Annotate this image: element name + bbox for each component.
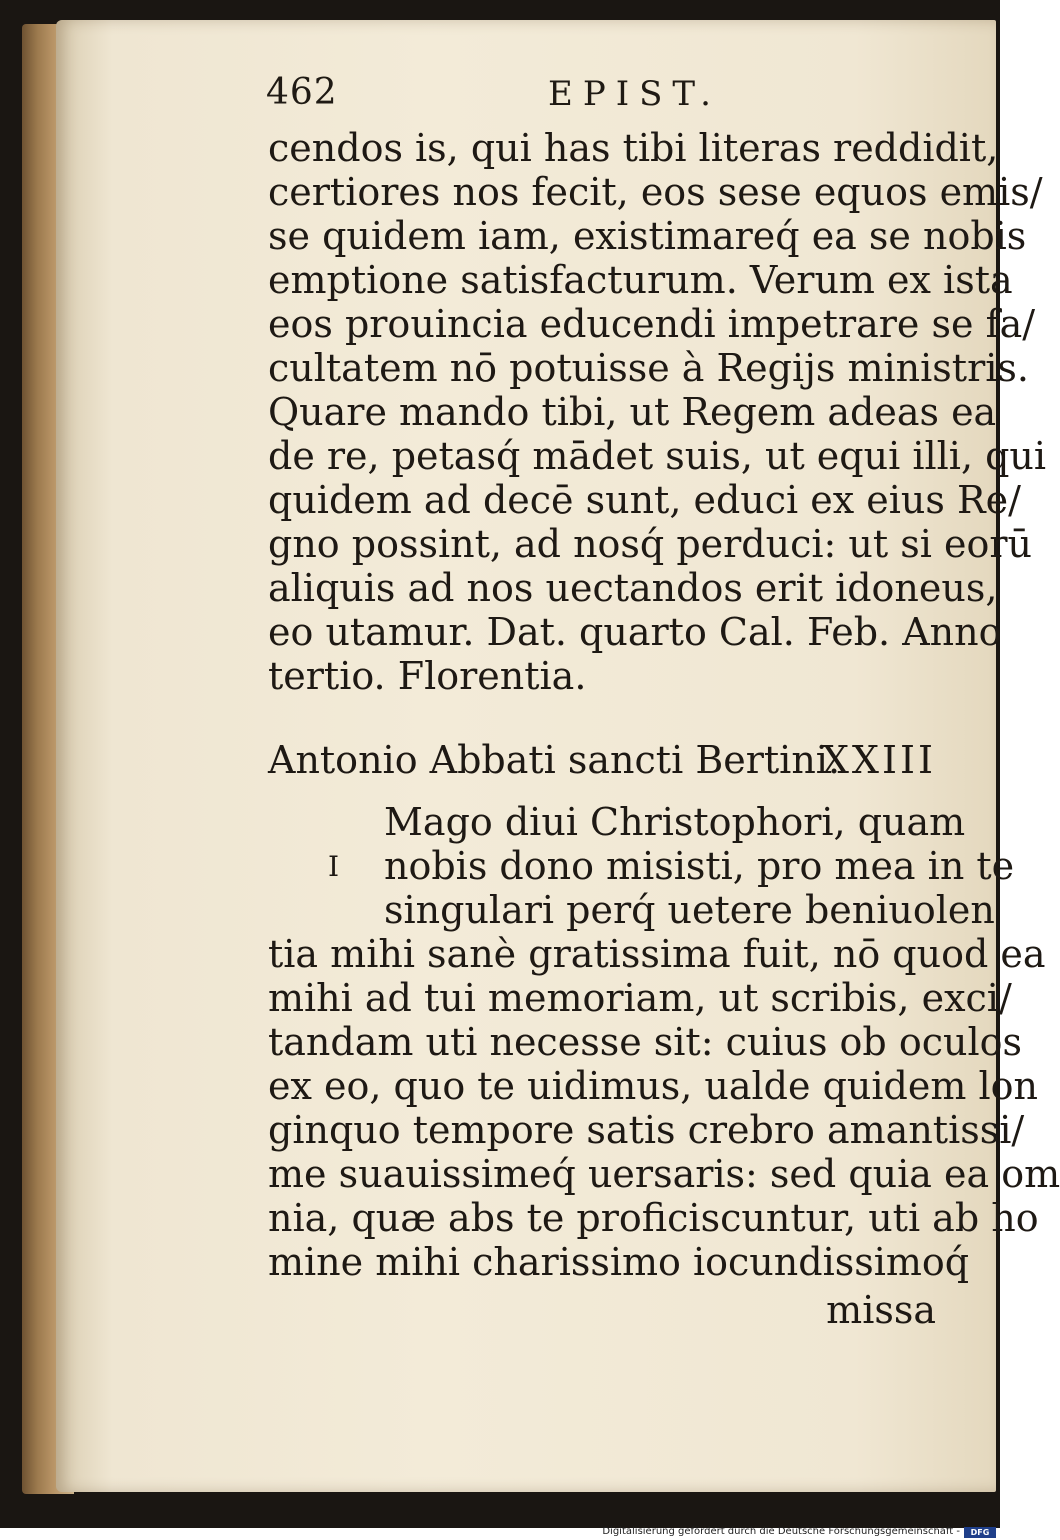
letter-number: XXIII xyxy=(821,738,936,782)
text-line: cendos is, qui has tibi literas reddidit, xyxy=(268,126,999,170)
text-line: mihi ad tui memoriam, ut scribis, exci/ xyxy=(268,976,1012,1020)
text-line: tandam uti necesse sit: cuius ob oculos xyxy=(268,1020,1022,1064)
catchword: missa xyxy=(826,1288,936,1332)
text-line: se quidem iam, existimareq́ ea se nobis xyxy=(268,214,1027,258)
letter-body-text xyxy=(268,932,1060,1284)
text-line: Mago diui Christophori, quam xyxy=(384,800,966,844)
indented-opening-text xyxy=(384,800,1015,932)
page-number: 462 xyxy=(266,72,338,113)
text-line: gno possint, ad nosq́ perduci: ut si eorū xyxy=(268,522,1032,566)
text-line: mine mihi charissimo iocundissimoq́ xyxy=(268,1240,970,1284)
text-line: me suauissimeq́ uersaris: sed quia ea om xyxy=(268,1152,1060,1196)
text-line: nia, quæ abs te proficiscuntur, uti ab ho xyxy=(268,1196,1039,1240)
running-title: EPIST. xyxy=(548,74,721,114)
running-head xyxy=(266,72,936,122)
text-line: eos prouincia educendi impetrare se fa/ xyxy=(268,302,1036,346)
text-line: de re, petasq́ mādet suis, ut equi illi, qui xyxy=(268,434,1047,478)
letter-addressee: Antonio Abbati sancti Bertini. xyxy=(268,738,841,782)
text-line: nobis dono misisti, pro mea in te xyxy=(384,844,1015,888)
text-line: cultatem nō potuisse à Regijs ministris. xyxy=(268,346,1029,390)
guide-letter: I xyxy=(328,850,340,883)
text-line: singulari perq́ uetere beniuolen xyxy=(384,888,995,932)
initial-space xyxy=(268,800,378,936)
text-line: quidem ad decē sunt, educi ex eius Re/ xyxy=(268,478,1021,522)
digitization-credit: Digitalisierung gefördert durch die Deutsche Forschungsgemeinschaft - xyxy=(602,1526,960,1537)
letter-heading xyxy=(268,734,936,786)
text-line: tertio. Florentia. xyxy=(268,654,587,698)
text-line: certiores nos fecit, eos sese equos emis/ xyxy=(268,170,1043,214)
dfg-logo: DFG xyxy=(964,1527,996,1538)
text-line: tia mihi sanè gratissima fuit, nō quod ea xyxy=(268,932,1046,976)
text-line: aliquis ad nos uectandos erit idoneus, xyxy=(268,566,998,610)
text-line: emptione satisfacturum. Verum ex ista xyxy=(268,258,1013,302)
text-line: Quare mando tibi, ut Regem adeas ea xyxy=(268,390,997,434)
text-line: ex eo, quo te uidimus, ualde quidem lon xyxy=(268,1064,1038,1108)
text-line: eo utamur. Dat. quarto Cal. Feb. Anno xyxy=(268,610,1002,654)
continued-letter-text xyxy=(268,126,1047,698)
text-line: ginquo tempore satis crebro amantissi/ xyxy=(268,1108,1025,1152)
